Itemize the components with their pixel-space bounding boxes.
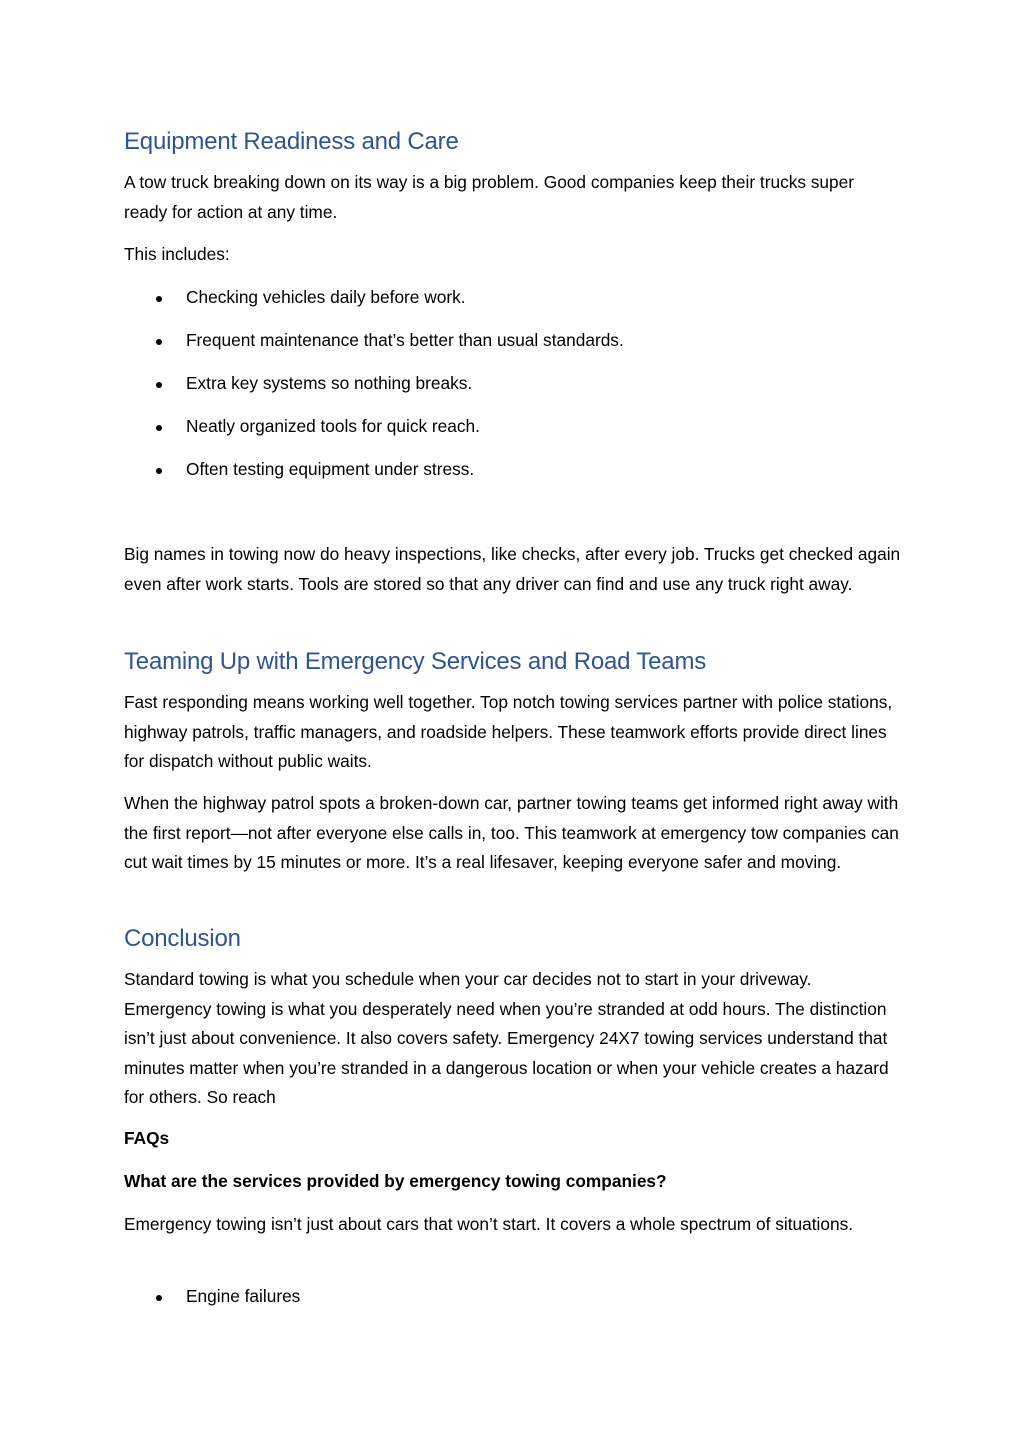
paragraph-this-includes: This includes: [124, 244, 230, 264]
paragraph-fast-responding: Fast responding means working well together. Top notch towing services partner with police stations, highway patrols, traffic managers, and roadside helpers. These teamwork efforts provide direct lines for dispatch without public waits. [124, 692, 893, 771]
equipment-list [124, 283, 894, 485]
heading-equipment-readiness: Equipment Readiness and Care [124, 128, 459, 155]
faq-question: What are the services provided by emergency towing companies? [124, 1171, 667, 1191]
faq-answer: Emergency towing isn’t just about cars that won’t start. It covers a whole spectrum of situations. [124, 1214, 854, 1234]
list-item [124, 1282, 894, 1312]
list-item [124, 369, 894, 399]
list-item [124, 455, 894, 485]
list-item-text: Frequent maintenance that’s better than usual standards. [186, 330, 624, 350]
faqs-label: FAQs [124, 1128, 170, 1148]
list-item [124, 326, 894, 356]
list-item-text: Engine failures [186, 1286, 301, 1306]
bullet-icon [156, 425, 162, 431]
bullet-icon [156, 1295, 162, 1301]
bullet-icon [156, 382, 162, 388]
bullet-icon [156, 296, 162, 302]
list-item [124, 283, 894, 313]
paragraph-equipment-intro: A tow truck breaking down on its way is a big problem. Good companies keep their trucks super ready for action at any time. [124, 172, 855, 222]
heading-teaming-up: Teaming Up with Emergency Services and Road Teams [124, 648, 707, 675]
paragraph-inspections: Big names in towing now do heavy inspections, like checks, after every job. Trucks get checked again even after work starts. Tools are stored so that any driver can find and use any truck right away. [124, 544, 901, 594]
faq-list [124, 1282, 894, 1312]
list-item-text: Extra key systems so nothing breaks. [186, 373, 473, 393]
paragraph-highway-patrol: When the highway patrol spots a broken-down car, partner towing teams get informed right away with the first report—not after everyone else calls in, too. This teamwork at emergency tow companies can cut wait times by 15 minutes or more. It’s a real lifesaver, keeping everyone safer and moving. [124, 793, 899, 872]
list-item-text: Often testing equipment under stress. [186, 459, 475, 479]
list-item-text: Checking vehicles daily before work. [186, 287, 466, 307]
bullet-icon [156, 339, 162, 345]
heading-conclusion: Conclusion [124, 925, 241, 952]
bullet-icon [156, 468, 162, 474]
list-item [124, 412, 894, 442]
paragraph-conclusion: Standard towing is what you schedule when your car decides not to start in your driveway. Emergency towing is what you desperately need when you’re stranded at odd hours. The distinction isn’t just about convenience. It also covers safety. Emergency 24X7 towing services understand that minutes matter when you’re stranded in a dangerous location or when your vehicle creates a hazard for others. So reach [124, 969, 889, 1107]
list-item-text: Neatly organized tools for quick reach. [186, 416, 480, 436]
